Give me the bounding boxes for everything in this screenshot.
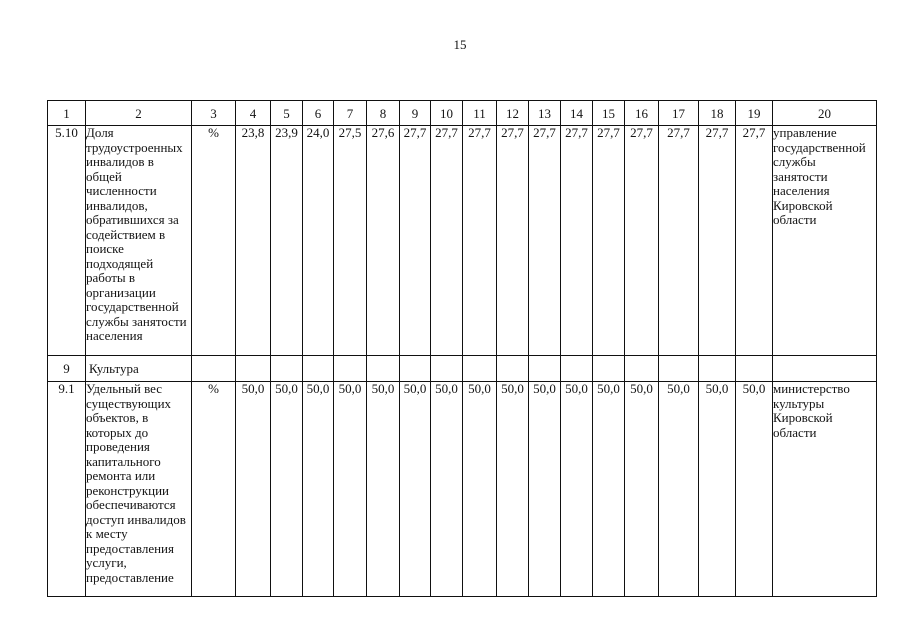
indicator-line: службы занятости: [86, 313, 187, 329]
header-cell: 10: [431, 101, 463, 126]
value-cell: 27,7: [561, 126, 593, 356]
value-cell: 27,5: [334, 126, 367, 356]
indicator-line: существующих: [86, 395, 172, 411]
indicator-line: проведения: [86, 439, 150, 454]
indicator-line: населения: [86, 328, 143, 343]
header-cell: 8: [367, 101, 400, 126]
indicator-line: Удельный вес: [86, 381, 163, 396]
indicator-text: [86, 126, 192, 356]
empty-cell: [463, 356, 497, 382]
indicator-line: предоставления: [86, 540, 174, 556]
indicator-line: содействием в: [86, 226, 166, 242]
header-cell: 14: [561, 101, 593, 126]
empty-cell: [659, 356, 699, 382]
indicator-line: инвалидов в: [86, 154, 154, 169]
responsible-line: области: [773, 424, 817, 440]
value-cell: 27,7: [529, 126, 561, 356]
indicator-line: поиске: [86, 241, 124, 256]
value-cell: 27,7: [497, 126, 529, 356]
responsible-line: министерство: [773, 381, 850, 396]
empty-cell: [192, 356, 236, 382]
indicator-line: услуги,: [86, 555, 127, 570]
empty-cell: [431, 356, 463, 382]
header-cell: 2: [86, 101, 192, 126]
indicator-line: которых до: [86, 424, 149, 440]
value-cell: 50,0: [271, 382, 303, 597]
unit-cell: %: [192, 382, 236, 597]
empty-cell: [303, 356, 334, 382]
header-cell: 9: [400, 101, 431, 126]
value-cell: 27,7: [431, 126, 463, 356]
header-cell: 20: [773, 101, 877, 126]
table-row: [48, 382, 877, 597]
value-cell: 50,0: [431, 382, 463, 597]
empty-cell: [497, 356, 529, 382]
responsible-line: государственной: [773, 139, 866, 155]
value-cell: 27,7: [463, 126, 497, 356]
value-cell: 50,0: [334, 382, 367, 597]
header-cell: 17: [659, 101, 699, 126]
indicator-line: объектов, в: [86, 410, 149, 425]
value-cell: 50,0: [699, 382, 736, 597]
header-cell: 11: [463, 101, 497, 126]
unit-cell: %: [192, 126, 236, 356]
row-number: 9: [48, 356, 86, 382]
value-cell: 27,7: [699, 126, 736, 356]
header-cell: 16: [625, 101, 659, 126]
empty-cell: [367, 356, 400, 382]
empty-cell: [593, 356, 625, 382]
value-cell: 27,6: [367, 126, 400, 356]
responsible-line: занятости: [773, 168, 828, 184]
header-cell: 4: [236, 101, 271, 126]
empty-cell: [736, 356, 773, 382]
value-cell: 27,7: [736, 126, 773, 356]
responsible-cell: [773, 382, 877, 597]
indicators-table: [47, 100, 877, 597]
value-cell: 23,9: [271, 126, 303, 356]
indicator-line: подходящей: [86, 255, 154, 271]
empty-cell: [625, 356, 659, 382]
header-cell: 6: [303, 101, 334, 126]
empty-cell: [236, 356, 271, 382]
responsible-line: населения: [773, 183, 830, 198]
responsible-line: Кировской: [773, 410, 833, 425]
table-row: [48, 126, 877, 356]
page-number: 15: [453, 37, 467, 52]
empty-cell: [529, 356, 561, 382]
responsible-line: Кировской: [773, 197, 833, 213]
empty-cell: [271, 356, 303, 382]
value-cell: 27,7: [400, 126, 431, 356]
value-cell: 50,0: [659, 382, 699, 597]
value-cell: 27,7: [593, 126, 625, 356]
indicator-line: к месту: [86, 526, 128, 541]
header-cell: 5: [271, 101, 303, 126]
value-cell: 27,7: [659, 126, 699, 356]
empty-cell: [334, 356, 367, 382]
row-number: 5.10: [48, 126, 86, 356]
value-cell: 50,0: [593, 382, 625, 597]
header-cell: 15: [593, 101, 625, 126]
empty-cell: [561, 356, 593, 382]
indicator-text: [86, 382, 192, 597]
responsible-line: области: [773, 212, 817, 227]
header-cell: 12: [497, 101, 529, 126]
section-title: Культура: [86, 356, 192, 382]
row-number: 9.1: [48, 382, 86, 597]
responsible-line: культуры: [773, 395, 825, 411]
value-cell: 50,0: [236, 382, 271, 597]
responsible-line: службы: [773, 154, 816, 169]
responsible-line: управление: [773, 125, 837, 140]
header-cell: 13: [529, 101, 561, 126]
value-cell: 50,0: [303, 382, 334, 597]
responsible-cell: [773, 126, 877, 356]
header-cell: 19: [736, 101, 773, 126]
indicator-line: общей: [86, 168, 122, 184]
header-cell: 1: [48, 101, 86, 126]
indicator-line: организации: [86, 284, 156, 300]
value-cell: 50,0: [561, 382, 593, 597]
indicator-line: государственной: [86, 299, 179, 314]
indicator-line: реконструкции: [86, 482, 170, 498]
indicator-line: предоставление: [86, 569, 174, 585]
empty-cell: [400, 356, 431, 382]
value-cell: 50,0: [367, 382, 400, 597]
indicator-line: обратившихся за: [86, 212, 179, 227]
indicator-line: Доля: [86, 125, 114, 140]
value-cell: 50,0: [529, 382, 561, 597]
value-cell: 50,0: [463, 382, 497, 597]
value-cell: 50,0: [625, 382, 659, 597]
empty-cell: [773, 356, 877, 382]
indicator-line: доступ инвалидов: [86, 511, 186, 527]
indicator-line: капитального: [86, 453, 161, 469]
indicator-line: трудоустроенных: [86, 139, 183, 155]
indicator-line: численности: [86, 183, 157, 198]
header-cell: 3: [192, 101, 236, 126]
value-cell: 23,8: [236, 126, 271, 356]
value-cell: 24,0: [303, 126, 334, 356]
section-row: [48, 356, 877, 382]
indicator-line: обеспечиваются: [86, 497, 176, 512]
indicator-line: ремонта или: [86, 468, 156, 483]
value-cell: 27,7: [625, 126, 659, 356]
value-cell: 50,0: [497, 382, 529, 597]
value-cell: 50,0: [400, 382, 431, 597]
empty-cell: [699, 356, 736, 382]
header-cell: 7: [334, 101, 367, 126]
value-cell: 50,0: [736, 382, 773, 597]
indicator-line: работы в: [86, 270, 136, 285]
header-cell: 18: [699, 101, 736, 126]
header-row: [48, 101, 877, 126]
indicator-line: инвалидов,: [86, 197, 148, 213]
